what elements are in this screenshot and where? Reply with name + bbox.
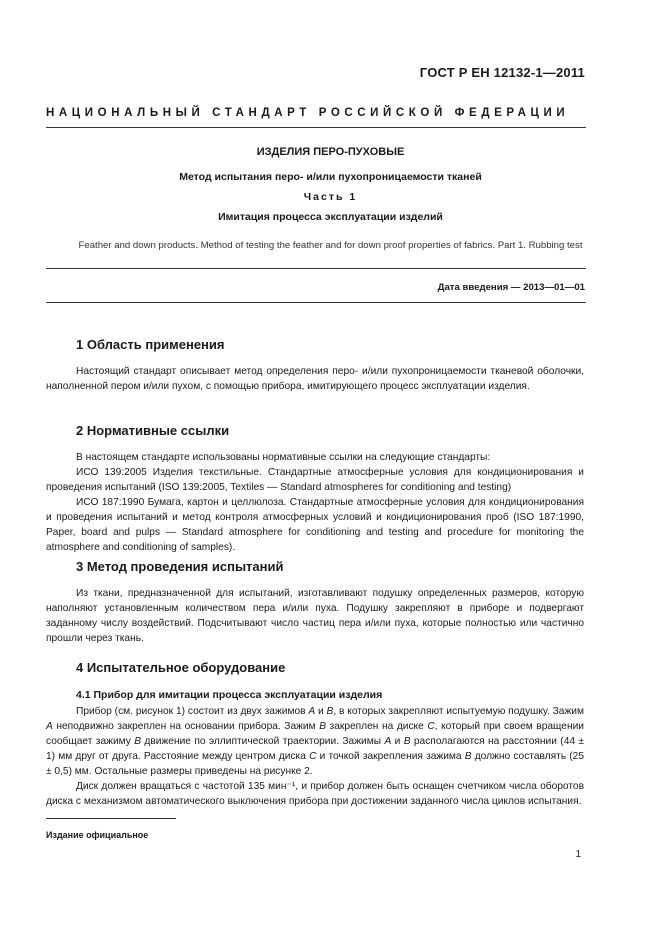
section-2-p3: ИСО 187:1990 Бумага, картон и целлюлоза. Стандартные атмосферные условия для кондиционирования и проведения испытаний и метод контроля атмосферных условий и кондиционирования проб (ISO 187:1990, Paper, board and pulps — Standard atmosphere for conditioning and testing and procedure for monitoring the atmosphere and conditioning of samples).	[46, 497, 584, 553]
section-2-para-3	[46, 495, 584, 555]
section-2-heading: 2 Нормативные ссылки	[76, 423, 230, 438]
clamp-b-label-2: B	[319, 721, 326, 732]
standard-banner: НАЦИОНАЛЬНЫЙ СТАНДАРТ РОССИЙСКОЙ ФЕДЕРАЦИИ	[46, 107, 570, 119]
s4-p1e: , в которых закрепляют испытуемую подушку. Зажим	[333, 706, 584, 717]
english-title: Feather and down products. Method of testing the feather and for down proof properties of fabrics. Part 1. Rubbing test	[78, 240, 583, 251]
section-4-para-2	[46, 779, 584, 809]
section-1-heading: 1 Область применения	[76, 337, 225, 352]
subtitle: Имитация процесса эксплуатации изделий	[218, 211, 443, 223]
s4-p1g: неподвижно закреплен на основании прибора. Зажим	[52, 721, 320, 732]
s4-p1u: должно составлять (25 ± 0,5) мм. Остальные размеры приведены на рисунке 2.	[46, 751, 585, 777]
document-number: ГОСТ Р ЕН 12132-1—2011	[419, 65, 585, 80]
section-4-para-1	[46, 704, 584, 779]
official-edition: Издание официальное	[46, 830, 149, 840]
s4-p1k: , который при своем вращении сообщает зажиму	[46, 721, 584, 747]
section-1-text	[46, 364, 584, 394]
clamp-b-label-5: B	[464, 751, 472, 762]
introduction-date: Дата введения — 2013—01—01	[437, 282, 585, 293]
s4-p1m: движение по эллиптической траектории. Зажимы	[141, 736, 385, 747]
section-3-text	[46, 586, 584, 646]
clamp-a-label-3: A	[384, 736, 392, 747]
section-2-para-1	[46, 450, 584, 465]
clamp-b-label-3: B	[134, 736, 142, 747]
s4-p1s: и точкой закрепления зажима	[316, 751, 465, 762]
section-3-heading: 3 Метод проведения испытаний	[76, 559, 284, 574]
disk-c-label-2: C	[309, 751, 317, 762]
section-2-p2: ИСО 139:2005 Изделия текстильные. Стандартные атмосферные условия для кондиционирования и проведения испытаний (ISO 139:2005, Textiles — Standard atmospheres for conditioning and testing)	[46, 467, 584, 493]
s4-p1q: располагаются на расстоянии (44 ± 1) мм друг от друга. Расстояние между центром диска	[46, 736, 585, 762]
s4-p1a: Прибор (см. рисунок 1) состоит из двух зажимов	[76, 706, 309, 717]
section-3-body: Из ткани, предназначенной для испытаний, изготавливают подушку определенных размеров, которую наполняют установленным количеством пера и/или пуха. Подушку закрепляют в приборе и подвергают заданному числу воздействий. Подсчитывают число частиц пера и/или пуха, которые полностью или частично прошли через ткань.	[46, 588, 584, 644]
section-4-heading: 4 Испытательное оборудование	[76, 660, 286, 675]
page-number: 1	[575, 849, 581, 860]
clamp-a-label: A	[308, 706, 316, 717]
section-2-text	[46, 450, 584, 555]
main-title: ИЗДЕЛИЯ ПЕРО-ПУХОВЫЕ	[256, 146, 405, 158]
s4-p2: Диск должен вращаться с частотой 135 мин⁻¹, и прибор должен быть оснащен счетчиком числа оборотов диска с механизмом автоматического выключения прибора при достижении заданного числа циклов испытания.	[46, 781, 584, 807]
section-2-p1: В настоящем стандарте использованы нормативные ссылки на следующие стандарты:	[76, 452, 491, 463]
section-2-para-2	[46, 465, 584, 495]
method-title: Метод испытания перо- и/или пухопроницаемости тканей	[179, 171, 482, 183]
s4-p1i: закреплен на диске	[325, 721, 428, 732]
s4-p1c: и	[315, 706, 327, 717]
s4-p1o: и	[391, 736, 404, 747]
section-4-text	[46, 704, 584, 809]
clamp-b-label: B	[326, 706, 334, 717]
date-rule	[46, 302, 586, 303]
part-title: Часть 1	[303, 191, 358, 203]
clamp-b-label-4: B	[403, 736, 411, 747]
header-rule	[46, 127, 586, 128]
title-rule	[46, 268, 586, 269]
subsection-4-1-heading: 4.1 Прибор для имитации процесса эксплуатации изделия	[76, 689, 383, 701]
clamp-a-label-2: A	[46, 721, 53, 732]
footer-rule	[46, 818, 176, 819]
disk-c-label: C	[427, 721, 435, 732]
section-1-body: Настоящий стандарт описывает метод определения перо- и/или пухопроницаемости тканевой оболочки, наполненной пером и/или пухом, с помощью прибора, имитирующего процесс эксплуатации изделия.	[46, 366, 584, 392]
